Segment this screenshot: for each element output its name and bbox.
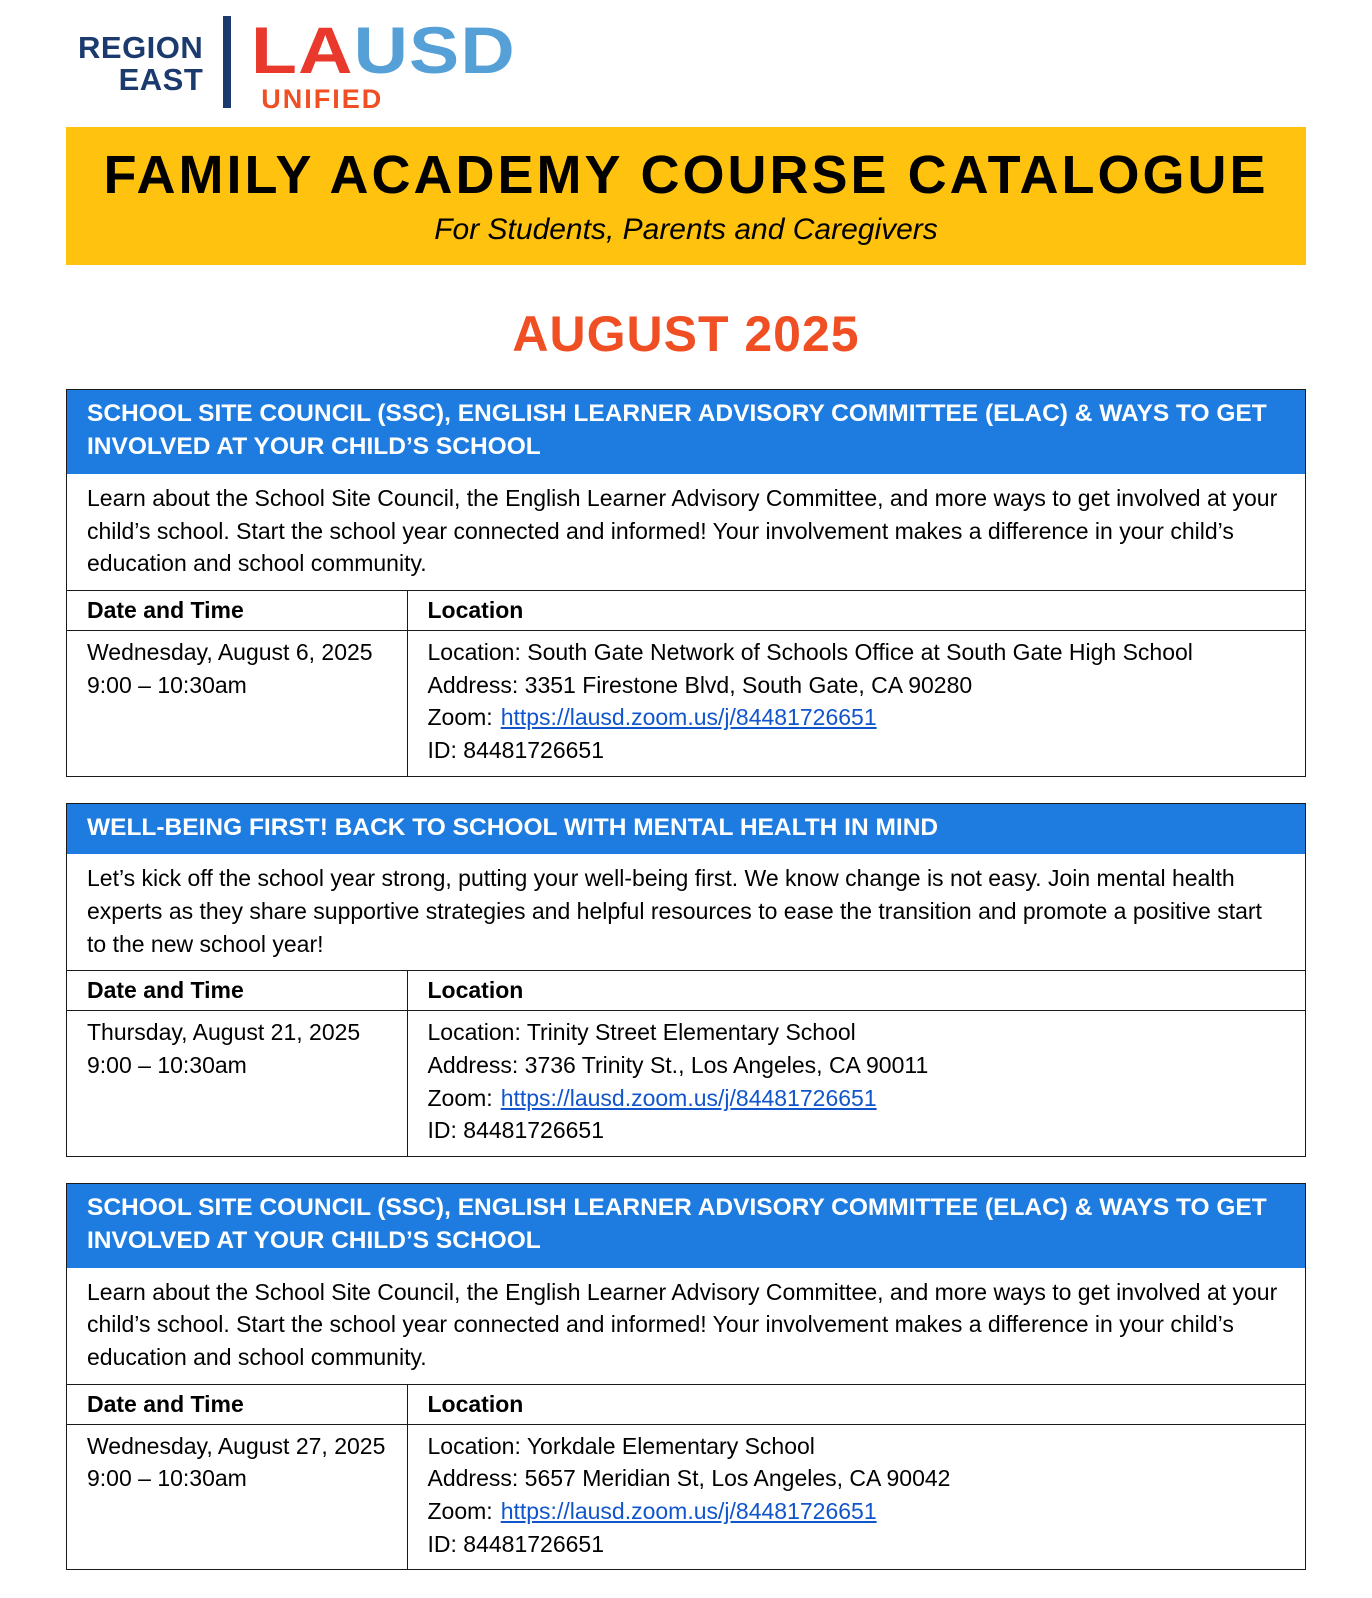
schedule-table — [67, 970, 1305, 1156]
zoom-line — [428, 701, 1286, 734]
column-header-date-time: Date and Time — [67, 971, 407, 1011]
location-cell — [407, 631, 1305, 776]
region-logo-line2: EAST — [118, 62, 204, 98]
address-line: Address: 3351 Firestone Blvd, South Gate, CA 90280 — [427, 671, 973, 698]
section-description: Learn about the School Site Council, the English Learner Advisory Committee, and more ways to get involved at your child’s school. Start the school year connected and informed! Your involvement makes a difference in your child’s education and school community. — [87, 485, 1278, 577]
column-header-location: Location — [407, 971, 1305, 1011]
column-header-date-time: Date and Time — [67, 1384, 407, 1424]
section-description: Learn about the School Site Council, the English Learner Advisory Committee, and more ways to get involved at your child’s school. Start the school year connected and informed! Your involvement makes a difference in your child’s education and school community. — [87, 1278, 1278, 1371]
column-header-location: Location — [407, 1384, 1305, 1424]
zoom-label: Zoom: — [427, 704, 493, 731]
section-title: SCHOOL SITE COUNCIL (SSC), ENGLISH LEARNER ADVISORY COMMITTEE (ELAC) & WAYS TO GET INVOLVED AT YOUR CHILD’S SCHOOL — [67, 390, 1305, 474]
event-time: 9:00 – 10:30am — [87, 1465, 247, 1492]
event-date: Thursday, August 21, 2025 — [87, 1019, 361, 1046]
location-cell — [407, 1424, 1305, 1569]
banner-title: FAMILY ACADEMY COURSE CATALOGUE — [103, 144, 1269, 205]
section-title: SCHOOL SITE COUNCIL (SSC), ENGLISH LEARNER ADVISORY COMMITTEE (ELAC) & WAYS TO GET INVOLVED AT YOUR CHILD’S SCHOOL — [67, 1184, 1305, 1268]
event-time: 9:00 – 10:30am — [87, 671, 247, 698]
table-row — [67, 631, 1305, 776]
event-time: 9:00 – 10:30am — [87, 1052, 247, 1079]
lausd-usd-text: USD — [353, 13, 517, 87]
course-catalogue-banner — [66, 127, 1306, 266]
location-line: Location: Trinity Street Elementary School — [427, 1019, 856, 1046]
column-header-date-time: Date and Time — [67, 591, 407, 631]
lausd-unified-label: UNIFIED — [261, 83, 384, 114]
banner-subtitle: For Students, Parents and Caregivers — [434, 213, 938, 247]
lausd-logo — [251, 13, 517, 115]
region-east-logo — [78, 16, 203, 96]
event-date: Wednesday, August 27, 2025 — [87, 1432, 386, 1459]
zoom-link[interactable]: https://lausd.zoom.us/j/84481726651 — [500, 704, 877, 731]
zoom-line — [428, 1082, 1286, 1115]
table-row — [67, 1424, 1305, 1569]
meeting-id-line: ID: 84481726651 — [427, 1117, 604, 1144]
header-logo-row — [66, 13, 1306, 115]
meeting-id-line: ID: 84481726651 — [427, 1530, 604, 1557]
zoom-link[interactable]: https://lausd.zoom.us/j/84481726651 — [500, 1498, 877, 1525]
section-title: WELL-BEING FIRST! BACK TO SCHOOL WITH MENTAL HEALTH IN MIND — [67, 804, 1305, 855]
month-title: AUGUST 2025 — [512, 306, 860, 363]
address-line: Address: 3736 Trinity St., Los Angeles, CA 90011 — [427, 1052, 929, 1079]
address-line: Address: 5657 Meridian St, Los Angeles, CA 90042 — [427, 1465, 951, 1492]
date-time-cell — [67, 1424, 407, 1569]
date-time-cell — [67, 1011, 407, 1156]
zoom-label: Zoom: — [427, 1084, 493, 1111]
column-header-location: Location — [407, 591, 1305, 631]
event-section-wellbeing-august-21 — [66, 803, 1306, 1157]
location-line: Location: Yorkdale Elementary School — [427, 1432, 815, 1459]
event-date: Wednesday, August 6, 2025 — [87, 639, 373, 666]
lausd-wordmark — [251, 13, 517, 87]
region-logo-line1: REGION — [78, 30, 204, 65]
event-section-ssc-elac-august-27 — [66, 1183, 1306, 1570]
logo-divider-bar — [223, 16, 231, 108]
zoom-link[interactable]: https://lausd.zoom.us/j/84481726651 — [500, 1084, 877, 1111]
table-row — [67, 1011, 1305, 1156]
location-cell — [407, 1011, 1305, 1156]
schedule-table — [67, 590, 1305, 776]
date-time-cell — [67, 631, 407, 776]
section-description: Let’s kick off the school year strong, putting your well-being first. We know change is not easy. Join mental health experts as they share supportive strategies and helpful resources to ease the transition and promote a positive start to the new school year! — [87, 865, 1262, 957]
lausd-la-text: LA — [251, 13, 354, 87]
event-section-ssc-elac-august-6 — [66, 389, 1306, 776]
zoom-line — [428, 1495, 1286, 1528]
location-line: Location: South Gate Network of Schools Office at South Gate High School — [427, 639, 1193, 666]
zoom-label: Zoom: — [427, 1498, 493, 1525]
schedule-table — [67, 1384, 1305, 1570]
meeting-id-line: ID: 84481726651 — [427, 737, 604, 763]
